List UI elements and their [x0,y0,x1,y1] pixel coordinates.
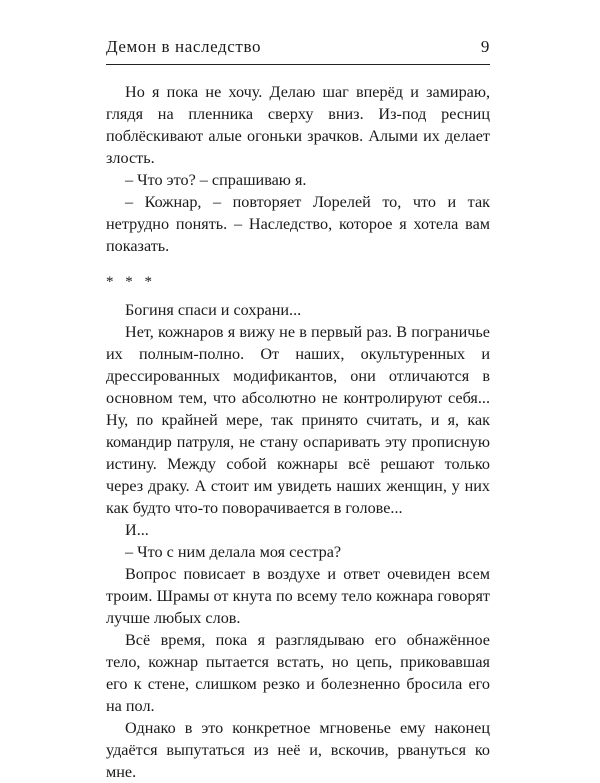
paragraph: И... [125,521,149,539]
paragraph: Однако в это конкретное мгновенье ему наконец удаётся выпутаться из неё и, вскочив, рвануться ко мне. [106,719,490,781]
paragraph: Вопрос повисает в воздухе и ответ очевиден всем троим. Шрамы от кнута по всему тело кожнара говорят лучше любых слов. [106,565,490,627]
page-number: 9 [480,37,490,56]
paragraph: Всё время, пока я разглядываю его обнажённое тело, кожнар пытается встать, но цепь, приковавшая его к стене, слишком резко и болезненно бросила его на пол. [106,631,490,715]
paragraph: Но я пока не хочу. Делаю шаг вперёд и замираю, глядя на пленника сверху вниз. Из-под ресниц поблёскивают алые огоньки зрачков. Алыми их делает злость. [106,83,490,167]
page-body [106,81,490,783]
section-break: * * * [106,274,156,290]
running-head [106,36,490,58]
paragraph: Богиня спаси и сохрани... [125,301,302,319]
paragraph: – Что с ним делала моя сестра? [125,543,342,561]
book-page [106,36,490,783]
book-title: Демон в наследство [106,37,262,56]
paragraph: Нет, кожнаров я вижу не в первый раз. В пограничье их полным-полно. От наших, окультуренных и дрессированных модификантов, они отличаются в основном тем, что абсолютно не контролируют себя... Ну, по крайней мере, так принято считать, и я, как командир патруля, не стану оспаривать эту прописную истину. Между собой кожнары всё решают только через драку. А стоит им увидеть наших женщин, у них как будто что-то поворачивается в голове... [106,323,490,517]
paragraph: – Что это? – спрашиваю я. [125,171,307,189]
header-rule [106,64,490,65]
paragraph: – Кожнар, – повторяет Лорелей то, что и так нетрудно понять. – Наследство, которое я хотела вам показать. [106,193,490,255]
